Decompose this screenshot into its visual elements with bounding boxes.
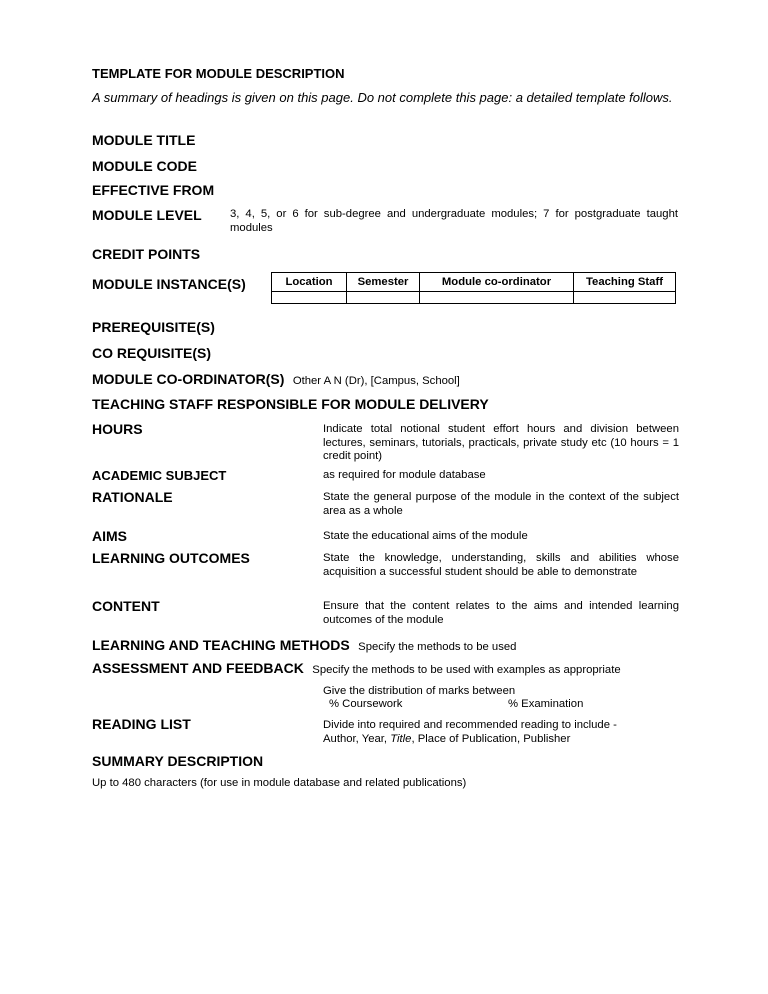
reading-list-line-1: Divide into required and recommended reading to include - [323, 719, 617, 731]
module-coordinator-heading: MODULE CO-ORDINATOR(S) [92, 371, 285, 387]
reading-list-publication: , Place of Publication, Publisher [411, 732, 571, 745]
table-header-location: Location [272, 273, 347, 292]
reading-list-line-2 [323, 733, 683, 747]
assessment-row [92, 660, 621, 678]
coursework-label: % Coursework [329, 698, 403, 710]
learning-teaching-heading: LEARNING AND TEACHING METHODS [92, 637, 350, 653]
learning-outcomes-heading: LEARNING OUTCOMES [92, 550, 250, 566]
table-row [272, 292, 676, 304]
aims-description: State the educational aims of the module [323, 530, 528, 542]
content-description: Ensure that the content relates to the aims and intended learning outcomes of the module [323, 600, 679, 626]
rationale-description: State the general purpose of the module in the context of the subject area as a whole [323, 491, 679, 517]
content-heading: CONTENT [92, 598, 160, 614]
marks-distribution-text: Give the distribution of marks between [323, 685, 516, 697]
module-code-heading: MODULE CODE [92, 158, 197, 174]
document-note: A summary of headings is given on this page. Do not complete this page: a detailed template follows. [92, 90, 673, 105]
module-level-description: 3, 4, 5, or 6 for sub-degree and undergraduate modules; 7 for postgraduate taught modules [230, 208, 678, 234]
table-cell [574, 292, 676, 304]
table-header-semester: Semester [347, 273, 420, 292]
credit-points-heading: CREDIT POINTS [92, 246, 201, 262]
learning-teaching-description: Specify the methods to be used [358, 641, 517, 653]
rationale-heading: RATIONALE [92, 489, 173, 505]
table-cell [420, 292, 574, 304]
table-header-teaching-staff: Teaching Staff [574, 273, 676, 292]
summary-description: Up to 480 characters (for use in module database and related publications) [92, 777, 467, 789]
module-title-heading: MODULE TITLE [92, 132, 196, 148]
prerequisites-heading: PREREQUISITE(S) [92, 319, 215, 335]
academic-subject-heading: ACADEMIC SUBJECT [92, 468, 227, 483]
module-coordinator-row [92, 371, 460, 389]
academic-subject-description: as required for module database [323, 469, 486, 481]
hours-heading: HOURS [92, 421, 143, 437]
teaching-staff-heading: TEACHING STAFF RESPONSIBLE FOR MODULE DELIVERY [92, 396, 489, 412]
module-level-heading: MODULE LEVEL [92, 207, 202, 223]
reading-list-title-word: Title [390, 732, 412, 745]
co-requisites-heading: CO REQUISITE(S) [92, 345, 212, 361]
reading-list-description [323, 719, 683, 746]
examination-label: % Examination [508, 698, 584, 710]
document-title: TEMPLATE FOR MODULE DESCRIPTION [92, 66, 345, 81]
learning-teaching-row [92, 637, 516, 655]
table-cell [272, 292, 347, 304]
reading-list-heading: READING LIST [92, 716, 191, 732]
hours-description: Indicate total notional student effort hours and division between lectures, seminars, tutorials, practicals, private study etc (10 hours = 1 credit point) [323, 423, 679, 462]
module-instances-heading: MODULE INSTANCE(S) [92, 276, 246, 292]
effective-from-heading: EFFECTIVE FROM [92, 182, 215, 198]
module-instance-table [271, 272, 676, 304]
table-header-module-coordinator: Module co-ordinator [420, 273, 574, 292]
learning-outcomes-description: State the knowledge, understanding, skills and abilities whose acquisition a successful student should be able to demonstrate [323, 552, 679, 578]
table-cell [347, 292, 420, 304]
aims-heading: AIMS [92, 528, 127, 544]
assessment-heading: ASSESSMENT AND FEEDBACK [92, 660, 304, 676]
reading-list-author-year: Author, Year, [323, 732, 391, 745]
assessment-description: Specify the methods to be used with examples as appropriate [312, 664, 621, 676]
summary-heading: SUMMARY DESCRIPTION [92, 753, 264, 769]
module-coordinator-value: Other A N (Dr), [Campus, School] [292, 375, 460, 387]
